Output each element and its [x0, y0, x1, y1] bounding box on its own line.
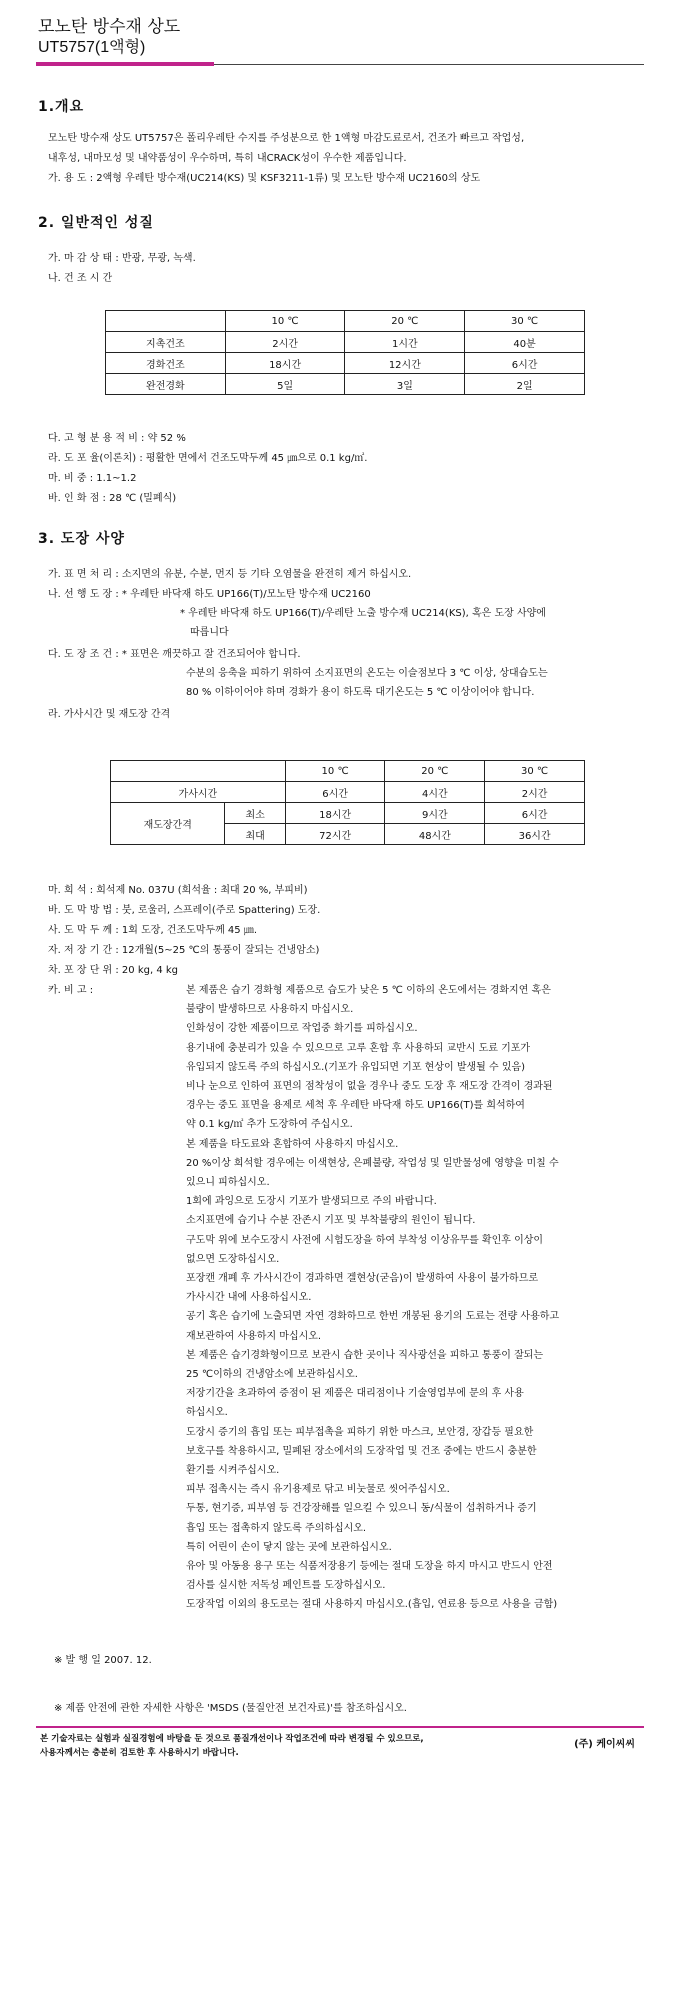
remark-line: 포장캔 개폐 후 가사시간이 경과하면 겔현상(굳음)이 발생하여 사용이 불가하므로: [186, 1273, 539, 1284]
table-cell: 30 ℃: [485, 761, 585, 782]
table-row: [111, 761, 585, 782]
remark-line: 용기내에 충분리가 있을 수 있으므로 고루 혼합 후 사용하되 교반시 도료 기포가: [186, 1042, 531, 1054]
drying-time-table: [105, 310, 585, 395]
remark-line: 재보관하여 사용하지 마십시오.: [186, 1330, 322, 1342]
prior-coat-line-1: 나. 선 행 도 장 : * 우레탄 바닥재 하도 UP166(T)/모노탄 방수재 UC2160: [48, 589, 371, 600]
remark-line: 피부 접촉시는 즉시 유기용제로 닦고 비눗물로 씻어주십시오.: [186, 1484, 450, 1496]
overview-line-1: 모노탄 방수재 상도 UT5757은 폴리우레탄 수지를 주성분으로 한 1액형 마감도료로서, 건조가 빠르고 작업성,: [48, 133, 525, 144]
remark-line: 유아 및 아동용 용구 또는 식품저장용기 등에는 절대 도장을 하지 마시고 반드시 안전: [186, 1561, 553, 1572]
table-cell: 30 ℃: [465, 311, 585, 332]
surface-prep-line: 가. 표 면 처 리 : 소지면의 유분, 수분, 먼지 등 기타 오염물을 완전히 제거 하십시오.: [48, 569, 412, 580]
remark-line: 본 제품은 습기 경화형 제품으로 습도가 낮은 5 ℃ 이하의 온도에서는 경화지연 혹은: [186, 985, 551, 996]
remark-line: 검사를 실시한 저독성 페인트를 도장하십시오.: [186, 1580, 386, 1592]
table-cell: [106, 311, 226, 332]
remark-line: 없으면 도장하십시오.: [186, 1253, 280, 1265]
table-cell: 72시간: [285, 824, 385, 845]
product-title: 모노탄 방수재 상도: [38, 17, 181, 37]
flash-point-line: 바. 인 화 점 : 28 ℃ (밀폐식): [48, 493, 177, 504]
table-cell: 5일: [225, 374, 345, 395]
title-accent-bar: [36, 62, 214, 66]
footer-note-line-1: 본 기술자료는 실험과 실질경험에 바탕을 둔 것으로 품질개선이나 작업조건에 따라 변경될 수 있으므로,: [40, 1734, 424, 1744]
table-cell: 20 ℃: [345, 311, 465, 332]
table-cell: 최대: [225, 824, 285, 845]
solids-line: 다. 고 형 분 용 적 비 : 약 52 %: [48, 433, 186, 444]
msds-note: ※ 제품 안전에 관한 자세한 사항은 'MSDS (물질안전 보건자료)'를 참조하십시오.: [54, 1703, 407, 1714]
table-cell: 2시간: [485, 782, 585, 803]
remark-line: 약 0.1 kg/㎡ 추가 도장하여 주십시오.: [186, 1119, 353, 1131]
table-cell: 20 ℃: [385, 761, 485, 782]
table-cell: 10 ℃: [225, 311, 345, 332]
table-cell: 3일: [345, 374, 465, 395]
condition-line-1: 다. 도 장 조 건 : * 표면은 깨끗하고 잘 건조되어야 합니다.: [48, 649, 301, 660]
thickness-line: 사. 도 막 두 께 : 1회 도장, 건조도막두께 45 ㎛.: [48, 925, 258, 936]
table-cell: 지촉건조: [106, 332, 226, 353]
remark-line: 도장작업 이외의 용도로는 절대 사용하지 마십시오.(흡입, 연료용 등으로 사용을 금함): [186, 1599, 558, 1611]
table-cell: 2일: [465, 374, 585, 395]
remark-line: 가사시간 내에 사용하십시오.: [186, 1292, 312, 1304]
remark-line: 하십시오.: [186, 1407, 228, 1419]
overview-line-2: 내후성, 내마모성 및 내약품성이 우수하며, 특히 내CRACK성이 우수한 제품입니다.: [48, 153, 407, 164]
table-cell: 4시간: [385, 782, 485, 803]
table-cell: 최소: [225, 803, 285, 824]
table-cell: [111, 761, 286, 782]
condition-line-2: 수분의 응축을 피하기 위하여 소지표면의 온도는 이슬점보다 3 ℃ 이상, 상대습도는: [186, 668, 548, 679]
table-cell: 경화건조: [106, 353, 226, 374]
table-cell: 12시간: [345, 353, 465, 374]
table-row: [106, 311, 585, 332]
table-cell: 1시간: [345, 332, 465, 353]
company-name: (주) 케이씨씨: [574, 1739, 635, 1750]
table-cell: 재도장간격: [111, 803, 225, 845]
remark-line: 있으니 피하십시오.: [186, 1177, 270, 1188]
table-row: [111, 782, 585, 803]
table-row: [106, 353, 585, 374]
remark-line: 인화성이 강한 제품이므로 작업중 화기를 피하십시오.: [186, 1023, 418, 1035]
table-cell: 40분: [465, 332, 585, 353]
table-row: [106, 374, 585, 395]
prior-coat-line-2: * 우레탄 바닥재 하도 UP166(T)/우레탄 노출 방수재 UC214(KS), 혹은 도장 사양에: [180, 608, 546, 619]
remarks-label: 카. 비 고 :: [48, 985, 94, 996]
package-line: 차. 포 장 단 위 : 20 kg, 4 kg: [48, 965, 178, 976]
product-code: UT5757(1액형): [38, 39, 146, 56]
table-row: [111, 803, 585, 824]
use-line: 가. 용 도 : 2액형 우레탄 방수재(UC214(KS) 및 KSF3211-1류) 및 모노탄 방수재 UC2160의 상도: [48, 173, 481, 184]
remark-line: 경우는 중도 표면을 용제로 세척 후 우레탄 바닥재 하도 UP166(T)를 희석하여: [186, 1100, 525, 1112]
footer-rule: [36, 1726, 644, 1728]
remark-line: 두통, 현기증, 피부염 등 건강장해를 일으킬 수 있으니 동/식물이 섭취하거나 증기: [186, 1503, 537, 1515]
remark-line: 본 제품을 타도료와 혼합하여 사용하지 마십시오.: [186, 1138, 399, 1150]
remark-line: 소지표면에 습기나 수분 잔존시 기포 및 부착불량의 원인이 됩니다.: [186, 1215, 476, 1227]
table-cell: 완전경화: [106, 374, 226, 395]
remark-line: 20 %이상 희석할 경우에는 이색현상, 은폐불량, 작업성 및 일반물성에 영향을 미칠 수: [186, 1157, 559, 1169]
remark-line: 환기를 시켜주십시오.: [186, 1465, 280, 1476]
table-cell: 9시간: [385, 803, 485, 824]
storage-line: 자. 저 장 기 간 : 12개월(5~25 ℃의 통풍이 잘되는 건냉암소): [48, 945, 320, 956]
title-block: [38, 16, 180, 58]
table-cell: 가사시간: [111, 782, 286, 803]
thinner-line: 마. 희 석 : 희석제 No. 037U (희석율 : 최대 20 %, 부피비): [48, 885, 308, 896]
method-line: 바. 도 막 방 법 : 붓, 로울러, 스프레이(주로 Spattering) 도장.: [48, 905, 321, 916]
section-2-heading: 2. 일반적인 성질: [38, 215, 154, 231]
remark-line: 25 ℃이하의 건냉암소에 보관하십시오.: [186, 1369, 358, 1380]
coverage-line: 라. 도 포 율(이론치) : 평활한 면에서 건조도막두께 45 ㎛으로 0.1 kg/㎡.: [48, 453, 368, 464]
table-cell: 48시간: [385, 824, 485, 845]
remark-line: 저장기간을 초과하여 증점이 된 제품은 대리점이나 기술영업부에 문의 후 사용: [186, 1388, 524, 1400]
remark-line: 구도막 위에 보수도장시 사전에 시험도장을 하여 부착성 이상유무를 확인후 이상이: [186, 1234, 544, 1246]
table-cell: 6시간: [485, 803, 585, 824]
table-row: [106, 332, 585, 353]
table-cell: 2시간: [225, 332, 345, 353]
table-cell: 36시간: [485, 824, 585, 845]
drying-time-label: 나. 건 조 시 간: [48, 273, 113, 284]
issue-date: ※ 발 행 일 2007. 12.: [54, 1655, 152, 1666]
remark-line: 공기 혹은 습기에 노출되면 자연 경화하므로 한번 개봉된 용기의 도료는 전량 사용하고: [186, 1311, 560, 1323]
remark-line: 1회에 과잉으로 도장시 기포가 발생되므로 주의 바랍니다.: [186, 1196, 437, 1208]
table-cell: 18시간: [225, 353, 345, 374]
remark-line: 특히 어린이 손이 닿지 않는 곳에 보관하십시오.: [186, 1541, 392, 1553]
table-cell: 6시간: [285, 782, 385, 803]
remark-line: 흡입 또는 접촉하지 않도록 주의하십시오.: [186, 1522, 367, 1534]
remark-line: 보호구를 착용하시고, 밀폐된 장소에서의 도장작업 및 건조 중에는 반드시 충분한: [186, 1445, 537, 1457]
recoat-label: 라. 가사시간 및 재도장 간격: [48, 709, 171, 720]
gravity-line: 마. 비 중 : 1.1~1.2: [48, 473, 137, 484]
appearance-line: 가. 마 감 상 태 : 반광, 무광, 녹색.: [48, 253, 196, 264]
prior-coat-line-3: 따릅니다: [190, 627, 229, 638]
section-3-heading: 3. 도장 사양: [38, 531, 125, 547]
condition-line-3: 80 % 이하이어야 하며 경화가 용이 하도록 대기온도는 5 ℃ 이상이어야 합니다.: [186, 687, 535, 698]
recoat-table: [110, 760, 585, 845]
table-cell: 18시간: [285, 803, 385, 824]
section-1-heading: 1.개요: [38, 99, 85, 115]
remark-line: 본 제품은 습기경화형이므로 보관시 습한 곳이나 직사광선을 피하고 통풍이 잘되는: [186, 1349, 544, 1361]
table-cell: 6시간: [465, 353, 585, 374]
remark-line: 불량이 발생하므로 사용하지 마십시오.: [186, 1004, 354, 1016]
remark-line: 비나 눈으로 인하여 표면의 점착성이 없을 경우나 중도 도장 후 재도장 간격이 경과된: [186, 1081, 553, 1092]
table-cell: 10 ℃: [285, 761, 385, 782]
remark-line: 도장시 증기의 흡입 또는 피부접촉을 피하기 위한 마스크, 보안경, 장갑등 필요한: [186, 1426, 534, 1438]
remark-line: 유입되지 않도록 주의 하십시오.(기포가 유입되면 기포 현상이 발생될 수 있음): [186, 1061, 526, 1073]
footer-note-line-2: 사용자께서는 충분히 검토한 후 사용하시기 바랍니다.: [40, 1748, 239, 1758]
